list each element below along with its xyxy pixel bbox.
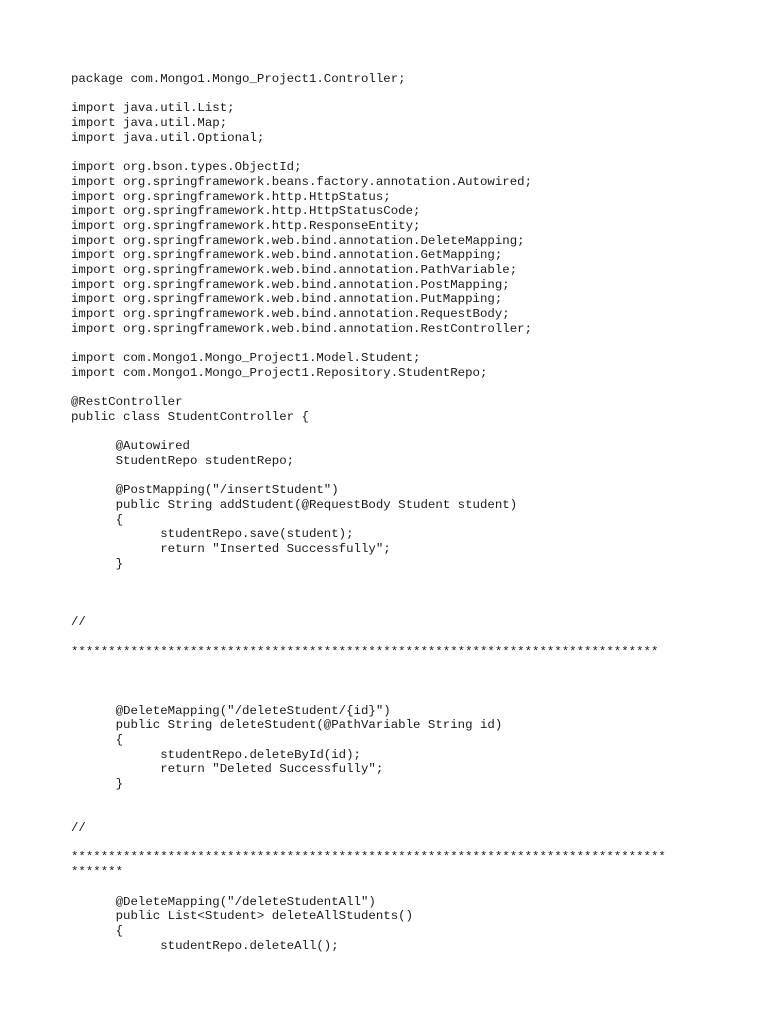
code-line: [71, 689, 731, 704]
code-line: [71, 674, 731, 689]
code-line: return "Inserted Successfully";: [71, 542, 391, 556]
code-line: package com.Mongo1.Mongo_Project1.Controller;: [71, 72, 406, 86]
code-line: @Autowired: [71, 439, 190, 454]
code-line: [71, 425, 731, 440]
code-line: import org.springframework.http.HttpStatus;: [71, 189, 391, 204]
code-line: //: [71, 821, 86, 836]
code-line: *******: [71, 865, 124, 880]
code-block: [71, 72, 731, 953]
code-line: import org.springframework.web.bind.annotation.PutMapping;: [71, 292, 503, 307]
code-line: [71, 660, 731, 675]
code-line: import org.springframework.http.HttpStatusCode;: [71, 204, 421, 219]
code-line: import org.springframework.web.bind.annotation.RestController;: [71, 321, 533, 336]
code-line: public List<Student> deleteAllStudents(): [71, 909, 414, 924]
code-line: [71, 806, 731, 821]
code-line: ********************************************************************************: [71, 850, 666, 865]
code-line: {: [71, 512, 124, 527]
code-line: [71, 380, 731, 395]
code-line: [71, 571, 731, 586]
code-line: [71, 601, 731, 616]
code-line: [71, 792, 731, 807]
code-line: import java.util.Optional;: [71, 130, 265, 145]
code-line: //: [71, 615, 86, 630]
code-line: import org.springframework.web.bind.annotation.RequestBody;: [71, 307, 510, 321]
code-line: import java.util.Map;: [71, 116, 228, 131]
code-line: import org.springframework.beans.factory.annotation.Autowired;: [71, 174, 533, 189]
code-line: import org.springframework.web.bind.annotation.GetMapping;: [71, 248, 503, 263]
code-line: [71, 836, 731, 851]
code-line: StudentRepo studentRepo;: [71, 453, 295, 468]
code-line: {: [71, 732, 124, 747]
code-line: [71, 880, 731, 895]
code-line: import org.springframework.http.ResponseEntity;: [71, 218, 421, 233]
code-line: public String deleteStudent(@PathVariable String id): [71, 718, 503, 733]
code-line: }: [71, 777, 124, 791]
code-line: import com.Mongo1.Mongo_Project1.Model.Student;: [71, 351, 421, 366]
code-line: @PostMapping("/insertStudent"): [71, 483, 339, 498]
code-line: [71, 145, 731, 160]
code-line: {: [71, 923, 124, 938]
code-line: studentRepo.deleteById(id);: [71, 747, 361, 762]
code-line: [71, 586, 731, 601]
code-line: [71, 469, 731, 484]
code-line: [71, 87, 731, 102]
code-line: @RestController: [71, 395, 183, 410]
code-line: import org.bson.types.ObjectId;: [71, 160, 302, 175]
code-line: import org.springframework.web.bind.annotation.PostMapping;: [71, 277, 510, 292]
code-line: public String addStudent(@RequestBody Student student): [71, 497, 518, 512]
code-line: return "Deleted Successfully";: [71, 762, 384, 777]
code-line: *******************************************************************************: [71, 644, 659, 659]
code-line: [71, 336, 731, 351]
code-line: }: [71, 556, 124, 571]
code-line: @DeleteMapping("/deleteStudent/{id}"): [71, 703, 391, 718]
code-line: [71, 630, 731, 645]
code-line: import java.util.List;: [71, 101, 235, 116]
code-line: import com.Mongo1.Mongo_Project1.Repository.StudentRepo;: [71, 365, 488, 380]
code-line: import org.springframework.web.bind.annotation.DeleteMapping;: [71, 233, 525, 248]
code-line: studentRepo.deleteAll();: [71, 938, 339, 953]
code-line: studentRepo.save(student);: [71, 527, 354, 542]
code-line: import org.springframework.web.bind.annotation.PathVariable;: [71, 262, 518, 277]
code-line: public class StudentController {: [71, 409, 309, 424]
code-line: @DeleteMapping("/deleteStudentAll"): [71, 894, 376, 909]
